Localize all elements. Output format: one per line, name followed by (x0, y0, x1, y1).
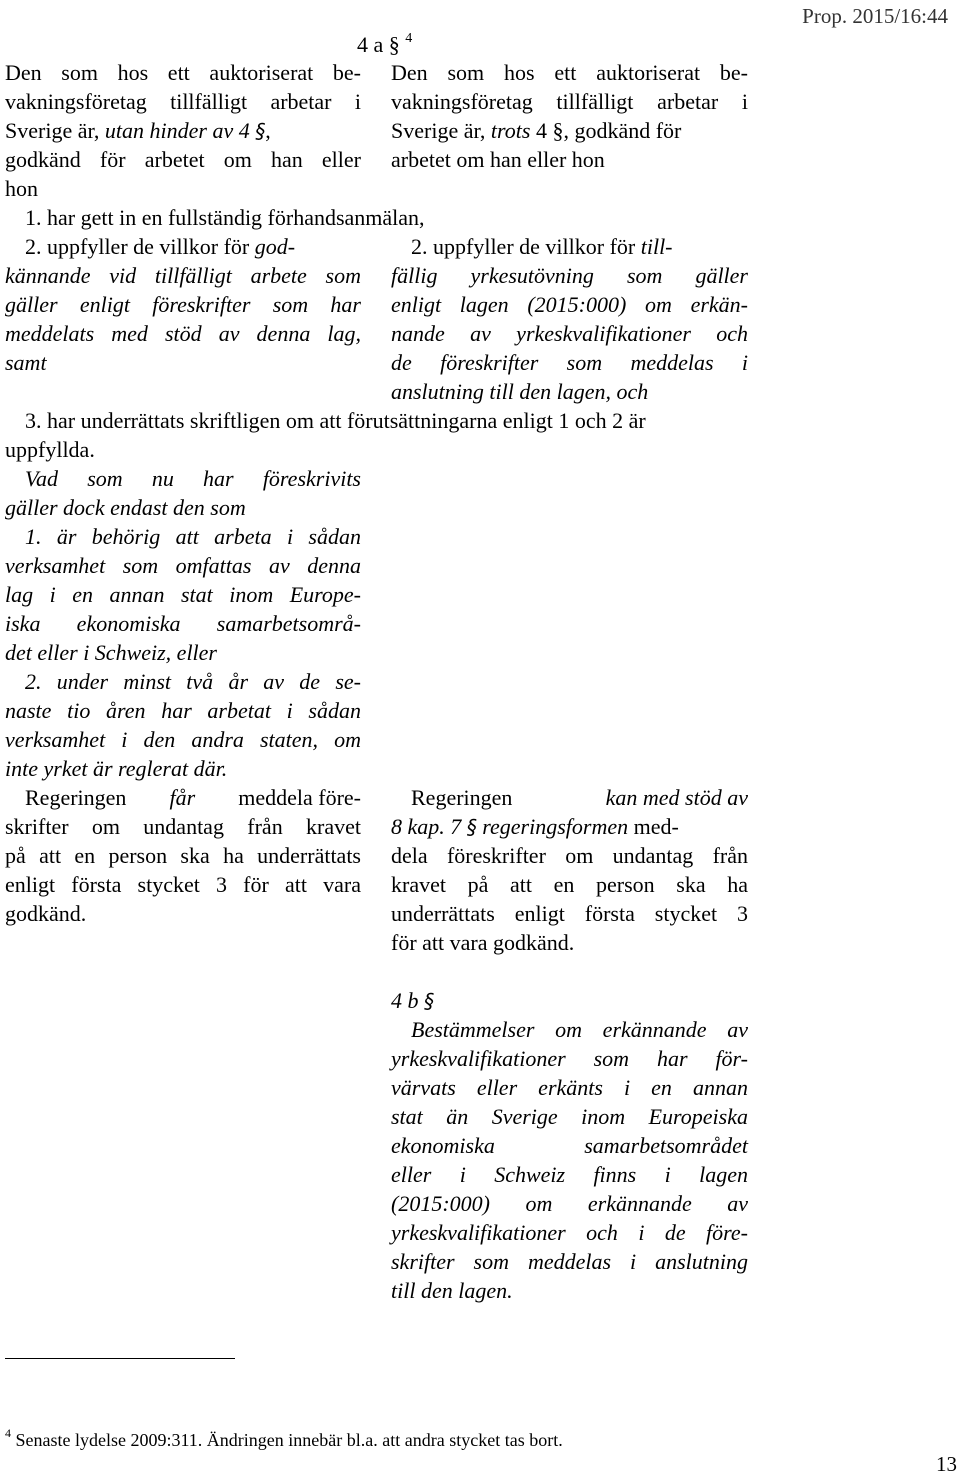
text-line: skrifter som meddelas i anslutning (391, 1249, 748, 1274)
text-line: enligt lagen (2015:000) om erkän- (391, 292, 748, 317)
text-line: värvats eller erkänts i en annan (391, 1075, 748, 1100)
footnote-number: 4 (5, 1426, 11, 1440)
text-line: godkänd. (5, 901, 87, 926)
text-line: yrkeskvalifikationer som har för- (391, 1046, 748, 1071)
text-line: nande av yrkeskvalifikationer och (391, 321, 748, 346)
text-line: uppfyllda. (5, 437, 95, 462)
text-line: iska ekonomiska samarbetsområ- (5, 611, 361, 636)
text-line: för att vara godkänd. (391, 930, 575, 955)
section-number: 4 a (357, 32, 389, 57)
text-line: det eller i Schweiz, eller (5, 640, 217, 665)
text-line: vakningsföretag tillfälligt arbetar i (391, 89, 748, 114)
text-line: naste tio åren har arbetat i sådan (5, 698, 361, 723)
text-line: dela föreskrifter om undantag från (391, 843, 748, 868)
text-line: underrättats enligt första stycket 3 (391, 901, 748, 926)
text-line: 2. uppfyller de villkor för till- (411, 234, 673, 259)
text-line: Bestämmelser om erkännande av (411, 1017, 748, 1042)
text-line: meddelats med stöd av denna lag, (5, 321, 361, 346)
text-line: vakningsföretag tillfälligt arbetar i (5, 89, 361, 114)
text-line: till den lagen. (391, 1278, 513, 1303)
text-line: 2. under minst två år av de se- (25, 669, 361, 694)
text-line: 3. har underrättats skriftligen om att förutsättningarna enligt 1 och 2 är (25, 408, 646, 433)
text-line: Den som hos ett auktoriserat be- (5, 60, 361, 85)
footnote (5, 1428, 563, 1452)
section-heading-4b: 4 b § (391, 988, 434, 1013)
text-line: 8 kap. 7 § regeringsformen med- (391, 814, 679, 839)
text-line: kravet på att en person ska ha (391, 872, 748, 897)
text-line: de föreskrifter som meddelas i (391, 350, 748, 375)
text-line: Regeringen får meddela före- (25, 785, 361, 810)
text-line: Sverige är, utan hinder av 4 §, (5, 118, 271, 143)
text-line: kännande vid tillfälligt arbete som (5, 263, 361, 288)
section-heading-4a (357, 30, 412, 59)
text-line: verksamhet i den andra staten, om (5, 727, 361, 752)
text-line: Regeringen kan med stöd av (411, 785, 748, 810)
text-line: Vad som nu har föreskrivits (25, 466, 361, 491)
text-line: på att en person ska ha underrättats (5, 843, 361, 868)
text-line: Den som hos ett auktoriserat be- (391, 60, 748, 85)
proposition-label: Prop. 2015/16:44 (802, 4, 948, 28)
text-line: yrkeskvalifikationer och i de före- (391, 1220, 748, 1245)
text-line: eller i Schweiz finns i lagen (391, 1162, 748, 1187)
text-line: enligt första stycket 3 för att vara (5, 872, 361, 897)
text-line: anslutning till den lagen, och (391, 379, 649, 404)
text-line: ekonomiska samarbetsområdet (391, 1133, 748, 1158)
text-line: Sverige är, trots 4 §, godkänd för (391, 118, 682, 143)
text-line: hon (5, 176, 38, 201)
page-number: 13 (936, 1452, 957, 1476)
text-line: stat än Sverige inom Europeiska (391, 1104, 748, 1129)
footnote-divider (5, 1358, 235, 1359)
footnote-text: Senaste lydelse 2009:311. Ändringen innebär bl.a. att andra stycket tas bort. (15, 1430, 563, 1450)
text-line: arbetet om han eller hon (391, 147, 605, 172)
footnote-ref: 4 (405, 30, 413, 46)
text-line: gäller dock endast den som (5, 495, 246, 520)
text-line: 1. är behörig att arbeta i sådan (25, 524, 361, 549)
text-line: lag i en annan stat inom Europe- (5, 582, 361, 607)
item-1: 1. har gett in en fullständig förhandsanmälan, (25, 205, 425, 230)
text-line: samt (5, 350, 47, 375)
text-line: godkänd för arbetet om han eller (5, 147, 361, 172)
text-line: inte yrket är reglerat där. (5, 756, 228, 781)
text-line: (2015:000) om erkännande av (391, 1191, 748, 1216)
text-line: skrifter om undantag från kravet (5, 814, 361, 839)
section-sign-icon: § (388, 32, 400, 57)
section-sign-icon: § (424, 989, 434, 1013)
text-line: 2. uppfyller de villkor för god- (25, 234, 296, 259)
text-line: fällig yrkesutövning som gäller (391, 263, 748, 288)
text-line: gäller enligt föreskrifter som har (5, 292, 361, 317)
text-line: verksamhet som omfattas av denna (5, 553, 361, 578)
